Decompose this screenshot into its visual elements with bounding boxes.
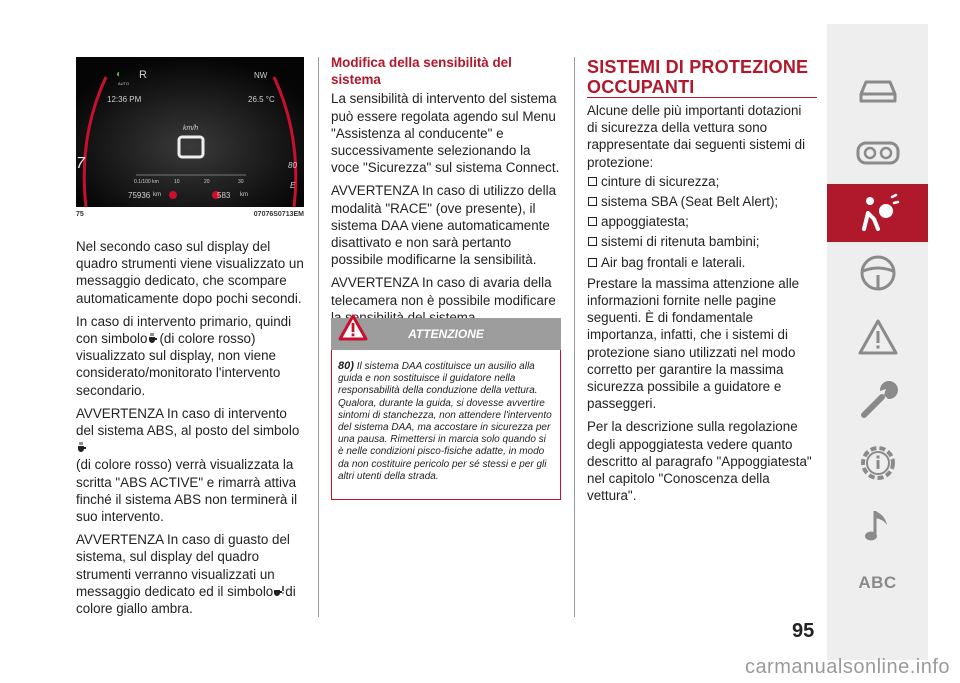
warning-box — [331, 318, 561, 518]
column-divider-2 — [574, 57, 575, 617]
music-note-icon — [863, 505, 893, 545]
dash-scale-20: 20 — [204, 179, 210, 185]
dash-consumption: 0.1/100 km — [134, 179, 159, 185]
list-item: appoggiatesta; — [587, 213, 815, 230]
column-divider-1 — [318, 57, 319, 617]
col3-intro: Alcune delle più importanti dotazioni di sicurezza della vettura sono rappresentate dai seguenti sistemi di protezione: — [587, 103, 806, 170]
dash-left-gauge: 7 — [76, 155, 85, 172]
sidebar-item-index[interactable] — [827, 554, 928, 612]
dash-range: 583 — [217, 191, 231, 200]
list-item: cinture di sicurezza; — [587, 173, 815, 190]
sidebar-item-dashboard[interactable] — [827, 124, 928, 182]
col2-paragraph-3: AVVERTENZA In caso di avaria della telecamera non è possibile modificare — [331, 275, 556, 308]
sidebar-item-technical[interactable] — [827, 434, 928, 492]
list-item: Air bag frontali e laterali. — [587, 254, 815, 271]
section-subtitle: Modifica della sensibilità del sistema — [331, 55, 512, 88]
chapter-sidebar — [827, 24, 928, 660]
warning-triangle-icon — [856, 317, 900, 357]
column-2 — [331, 54, 561, 332]
col2-paragraph-1: La sensibilità di intervento del sistema può essere regolata agendo sul Menu "Assistenza al conducente" e successivamente selezionando la voce "Sicurezza" sul sistema Connect. — [331, 91, 560, 176]
dash-scale-30: 30 — [238, 179, 244, 185]
col1-paragraph-3 — [76, 405, 308, 525]
dash-odometer-unit: km — [153, 192, 161, 198]
section-title-rule — [587, 97, 817, 98]
steering-wheel-icon — [858, 253, 898, 293]
dash-right-gauge-e: E — [290, 181, 296, 190]
col1-paragraph-1: Nel secondo caso sul display del quadro strumenti viene visualizzato un messaggio dedicato, che scompare automaticamente dopo pochi secondi. — [76, 239, 304, 306]
list-item: sistemi di ritenuta bambini; — [587, 233, 815, 250]
col1-p3-end: (di colore rosso) verrà visualizzata la scritta "ABS ACTIVE" e rimarrà attiva finché il sistema ABS non terminerà il suo intervento. — [76, 457, 298, 525]
warning-header — [331, 318, 561, 350]
dashboard-icon — [856, 139, 900, 167]
list-item: sistema SBA (Seat Belt Alert); — [587, 193, 815, 210]
figure-number: 75 — [76, 211, 84, 218]
dash-gear: R — [139, 69, 147, 81]
dash-right-gauge-80: 80 — [288, 161, 297, 170]
col1-paragraph-4 — [76, 531, 308, 617]
col2-paragraph-2: AVVERTENZA In caso di utilizzo della modalità "RACE" (ove presente), il sistema DAA viene automaticamente disattivato e non sarà pertanto possibile modificarne la sensibilità. — [331, 183, 557, 268]
warning-number: 80) — [338, 360, 354, 372]
dash-direction: NW — [254, 71, 268, 80]
coffee-cup-icon — [76, 441, 88, 453]
dash-speed-unit: km/h — [183, 125, 199, 132]
page-number: 95 — [792, 620, 815, 642]
sidebar-item-driving[interactable] — [827, 244, 928, 302]
dashboard-graphic — [76, 57, 304, 207]
column-1 — [76, 238, 308, 623]
dash-odometer: 75936 — [128, 191, 151, 200]
dash-temperature: 26.5 °C — [248, 95, 275, 104]
gear-info-icon — [856, 441, 900, 485]
sidebar-item-safety[interactable] — [827, 184, 928, 242]
headlight-icon: ◐ — [116, 69, 123, 80]
col3-paragraph-1: Prestare la massima attenzione alle informazioni fornite nelle pagine seguenti. È di fondamentale importanza, infatti, che i sistemi di protezione siano utilizzati nel modo corretto per garantire la massima sicurezza possibile a guidatore e passeggeri. — [587, 275, 800, 412]
dash-time: 12:36 PM — [107, 95, 142, 104]
col1-p2-start: In caso di intervento primario, quindi con simbolo — [76, 313, 292, 347]
warning-text: Il sistema DAA costituisce un ausilio alla guida e non sostituisce il guidatore nella responsabilità della conduzione della vettura. Qualora, durante la guida, si dovesse avvertire sintomi di stanchezza, non attendere l'intervento del sistema DAA, ma accostare in sicurezza per una pausa. Rimettersi in marcia solo quando si è nelle condizioni pisco-fisiche adatte, in modo da non costituire pericolo per sé stessi e per gli altri utenti della strada. — [338, 361, 552, 482]
car-icon — [856, 76, 900, 106]
watermark: carmanualsonline.info — [744, 656, 950, 678]
protection-list — [587, 173, 815, 271]
col3-paragraph-2: Per la descrizione sulla regolazione degli appoggiatesta vedere quanto descritto al paragrafo "Appoggiatesta" nel capitolo "Conoscenza della vettura". — [587, 419, 812, 504]
dash-auto: AUTO — [118, 81, 130, 86]
col1-p3-start: AVVERTENZA In caso di intervento del sistema ABS, al posto del simbolo — [76, 405, 300, 439]
airbag-icon — [856, 193, 900, 233]
abc-index-label: ABC — [858, 573, 897, 592]
col1-paragraph-2 — [76, 313, 308, 399]
warning-body — [331, 350, 561, 500]
coffee-cup-icon — [147, 332, 159, 344]
sidebar-item-emergency[interactable] — [827, 308, 928, 366]
sidebar-item-car[interactable] — [827, 62, 928, 120]
figure-code: 07076S0713EM — [253, 211, 304, 218]
col1-p4-end: di colore giallo ambra. — [76, 583, 296, 617]
section-title: SISTEMI DI PROTEZIONE OCCUPANTI — [587, 57, 809, 97]
dash-range-unit: km — [240, 192, 248, 198]
wrench-icon — [856, 377, 900, 421]
column-3 — [587, 102, 815, 510]
warning-title: ATTENZIONE — [408, 327, 484, 341]
col1-p2-end: (di colore rosso) visualizzato sul display, non viene considerato/monitorato l'intervento secondario. — [76, 331, 281, 398]
dashboard-figure — [76, 57, 304, 207]
sidebar-item-maintenance[interactable] — [827, 370, 928, 428]
dash-scale-10: 10 — [174, 179, 180, 185]
coffee-cup-fault-icon — [273, 585, 285, 597]
sidebar-item-multimedia[interactable] — [827, 496, 928, 554]
col1-p4-start: AVVERTENZA In caso di guasto del sistema, sul display del quadro strumenti verranno visualizzati un messaggio dedicato ed il simbolo — [76, 532, 290, 599]
